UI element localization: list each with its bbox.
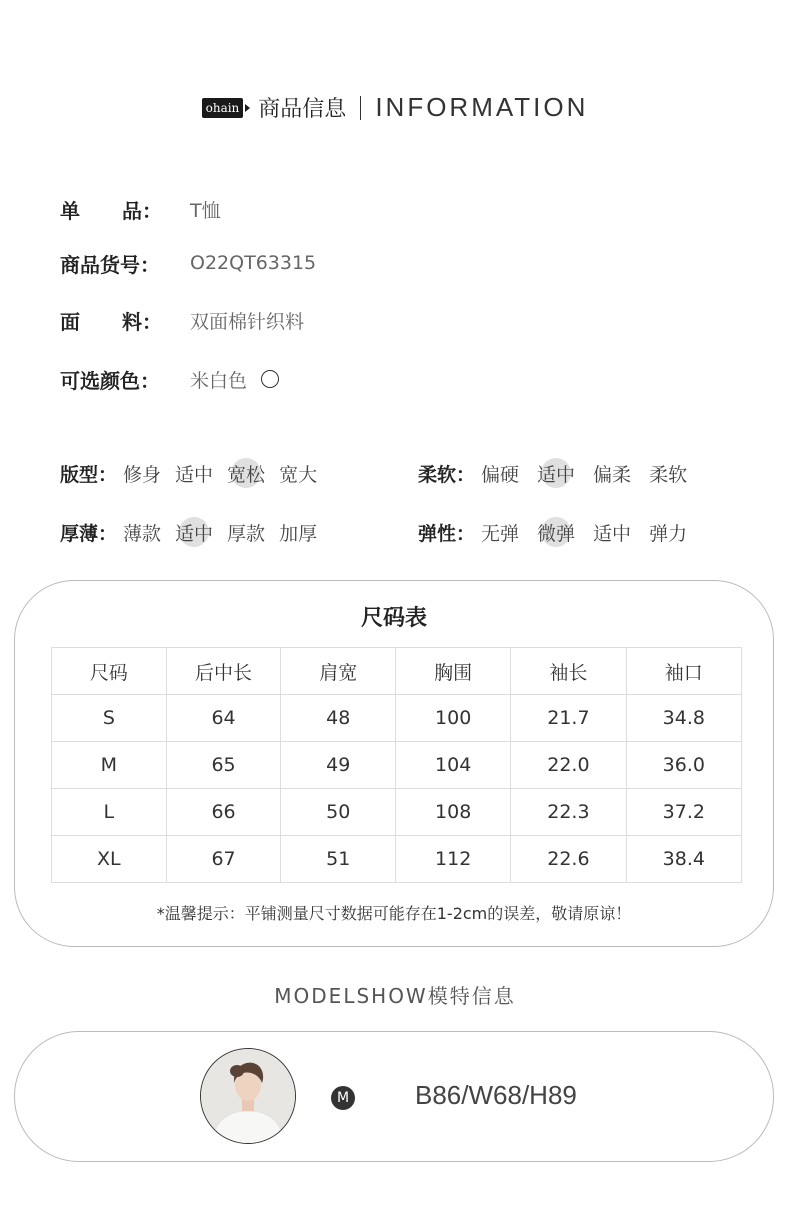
info-label-item: 单 品： — [60, 198, 162, 223]
size-chart-note: *温馨提示：平铺测量尺寸数据可能存在1-2cm的误差，敬请原谅！ — [156, 904, 632, 923]
attr-softness-option: 偏柔 — [593, 463, 632, 486]
info-row-code — [60, 248, 316, 278]
info-row-item — [60, 194, 221, 224]
brand-logo-text: ohain — [202, 98, 244, 118]
attr-thickness — [60, 517, 331, 547]
size-table-header: 胸围 — [396, 648, 511, 695]
table-cell: 66 — [166, 789, 281, 836]
model-portrait-image — [201, 1049, 295, 1143]
attr-thickness-option: 薄款 — [123, 522, 162, 545]
table-cell: S — [52, 695, 167, 742]
header-title-cn: 商品信息 — [258, 97, 347, 122]
info-label-color: 可选颜色： — [60, 368, 160, 393]
model-section-title: MODELSHOW模特信息 — [274, 984, 516, 1008]
table-cell: L — [52, 789, 167, 836]
table-cell: 49 — [281, 742, 396, 789]
size-chart-panel — [14, 580, 774, 947]
size-table — [51, 647, 742, 883]
attr-thickness-option: 加厚 — [279, 522, 318, 545]
model-info-panel — [14, 1031, 774, 1162]
size-table-header-row — [52, 648, 742, 695]
info-label-fabric: 面 料： — [60, 309, 162, 334]
table-cell: 37.2 — [626, 789, 741, 836]
attr-fit — [60, 458, 331, 488]
size-table-header: 肩宽 — [281, 648, 396, 695]
size-table-header: 尺码 — [52, 648, 167, 695]
header-title-en: INFORMATION — [375, 92, 589, 122]
table-cell: 36.0 — [626, 742, 741, 789]
table-cell: 21.7 — [511, 695, 626, 742]
attr-softness-option: 偏硬 — [481, 463, 520, 486]
table-cell: 51 — [281, 836, 396, 883]
attr-fit-label: 版型： — [60, 463, 118, 486]
table-cell: 34.8 — [626, 695, 741, 742]
table-cell: 100 — [396, 695, 511, 742]
info-value-item: T恤 — [190, 199, 221, 222]
attr-fit-option: 适中 — [175, 463, 214, 486]
table-cell: 65 — [166, 742, 281, 789]
info-value-code: O22QT63315 — [190, 252, 317, 274]
table-cell: 104 — [396, 742, 511, 789]
table-cell: 67 — [166, 836, 281, 883]
table-cell: 108 — [396, 789, 511, 836]
table-cell: 50 — [281, 789, 396, 836]
attr-elasticity-option: 无弹 — [481, 522, 520, 545]
attr-elasticity-option: 弹力 — [649, 522, 688, 545]
table-cell: XL — [52, 836, 167, 883]
table-cell: M — [52, 742, 167, 789]
section-header — [0, 92, 790, 132]
info-label-code: 商品货号： — [60, 252, 160, 277]
attr-thickness-option: 厚款 — [227, 522, 266, 545]
size-chart-title: 尺码表 — [360, 606, 427, 631]
model-size-badge: M — [331, 1086, 355, 1110]
attr-softness-option-selected: 适中 — [537, 460, 575, 487]
attr-fit-option-selected: 宽松 — [227, 460, 265, 487]
table-row — [52, 742, 742, 789]
attr-elasticity-option-selected: 微弹 — [537, 519, 575, 546]
table-cell: 38.4 — [626, 836, 741, 883]
info-row-fabric — [60, 305, 304, 335]
size-table-header: 袖口 — [626, 648, 741, 695]
table-row — [52, 836, 742, 883]
attr-elasticity — [418, 517, 701, 547]
info-value-fabric: 双面棉针织料 — [190, 310, 305, 333]
table-cell: 112 — [396, 836, 511, 883]
attr-fit-option: 宽大 — [279, 463, 318, 486]
header-divider — [360, 96, 361, 120]
brand-logo — [202, 98, 251, 118]
color-name: 米白色 — [190, 369, 248, 392]
size-table-header: 袖长 — [511, 648, 626, 695]
table-cell: 22.0 — [511, 742, 626, 789]
attr-softness-option: 柔软 — [649, 463, 688, 486]
size-table-header: 后中长 — [166, 648, 281, 695]
logo-arrow-icon — [245, 104, 250, 112]
table-cell: 22.3 — [511, 789, 626, 836]
info-value-color — [190, 366, 279, 393]
table-cell: 48 — [281, 695, 396, 742]
color-swatch[interactable] — [261, 370, 279, 388]
attr-fit-option: 修身 — [123, 463, 162, 486]
table-row — [52, 789, 742, 836]
table-row — [52, 695, 742, 742]
model-avatar — [200, 1048, 296, 1144]
attr-thickness-label: 厚薄： — [60, 522, 118, 545]
attr-elasticity-label: 弹性： — [418, 522, 476, 545]
model-measurements: B86/W68/H89 — [415, 1080, 577, 1110]
table-cell: 22.6 — [511, 836, 626, 883]
attr-elasticity-option: 适中 — [593, 522, 632, 545]
table-cell: 64 — [166, 695, 281, 742]
attr-thickness-option-selected: 适中 — [175, 519, 213, 546]
info-row-color — [60, 364, 279, 394]
attr-softness — [418, 458, 701, 488]
attr-softness-label: 柔软： — [418, 463, 476, 486]
